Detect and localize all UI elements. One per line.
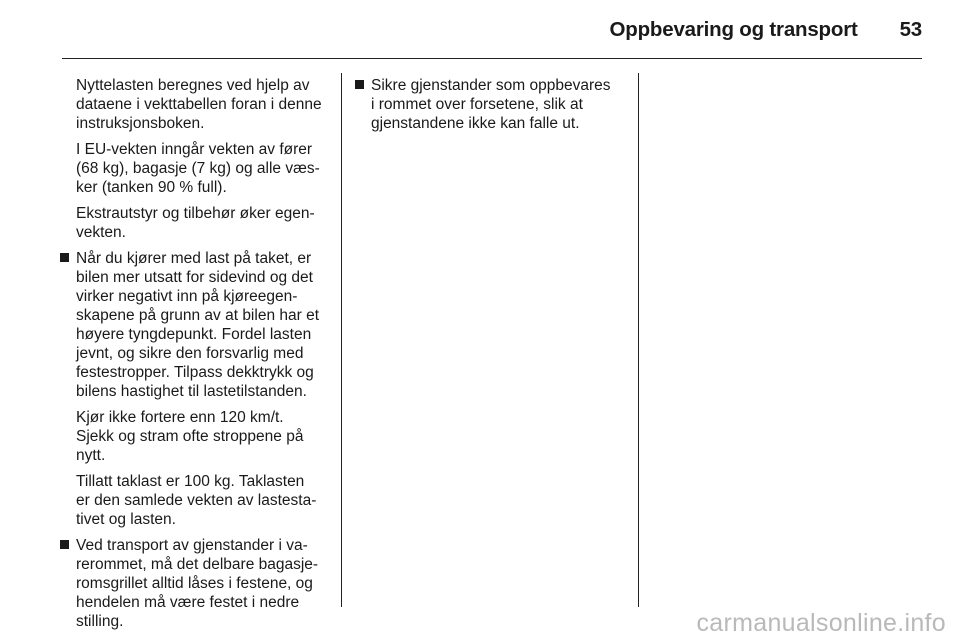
text-column-2 bbox=[355, 76, 631, 140]
text-line: Sjekk og stram ofte stroppene på bbox=[76, 428, 304, 445]
text-line: bilen mer utsatt for sidevind og det bbox=[76, 269, 313, 286]
text-line: ker (tanken 90 % full). bbox=[76, 179, 227, 196]
text-line: gjenstandene ikke kan falle ut. bbox=[371, 115, 580, 132]
text-line: romsgrillet alltid låses i festene, og bbox=[76, 575, 313, 592]
text-line: instruksjonsboken. bbox=[76, 115, 205, 132]
text-line: høyere tyngdepunkt. Fordel lasten bbox=[76, 326, 312, 343]
text-line: Nyttelasten beregnes ved hjelp av bbox=[76, 77, 310, 94]
text-line: stilling. bbox=[76, 613, 124, 630]
text-line: Når du kjører med last på taket, er bbox=[76, 250, 312, 267]
page-header bbox=[610, 18, 922, 42]
text-line: tivet og lasten. bbox=[76, 511, 176, 528]
text-line: festestropper. Tilpass dekktrykk og bbox=[76, 364, 314, 381]
text-line: Ved transport av gjenstander i va- bbox=[76, 537, 308, 554]
text-column-1 bbox=[60, 76, 332, 638]
text-line: virker negativt inn på kjøreegen- bbox=[76, 288, 298, 305]
text-line: Sikre gjenstander som oppbevares bbox=[371, 77, 611, 94]
bullet-secure-items bbox=[355, 76, 631, 133]
paragraph-extra-equipment bbox=[60, 204, 332, 242]
text-line: i rommet over forsetene, slik at bbox=[371, 96, 583, 113]
text-line: jevnt, og sikre den forsvarlig med bbox=[76, 345, 304, 362]
text-line: Tillatt taklast er 100 kg. Taklasten bbox=[76, 473, 305, 490]
bullet-square-icon bbox=[60, 540, 69, 549]
bullet-square-icon bbox=[355, 80, 364, 89]
text-line: vekten. bbox=[76, 224, 126, 241]
column-divider-2 bbox=[638, 73, 639, 607]
text-line: nytt. bbox=[76, 447, 106, 464]
watermark: carmanualsonline.info bbox=[696, 609, 946, 637]
text-line: skapene på grunn av at bilen har et bbox=[76, 307, 320, 324]
text-line: I EU-vekten inngår vekten av fører bbox=[76, 141, 313, 158]
text-line: bilens hastighet til lastetilstanden. bbox=[76, 383, 307, 400]
paragraph-roof-load-limit bbox=[60, 472, 332, 529]
paragraph-eu-weight bbox=[60, 140, 332, 197]
text-line: (68 kg), bagasje (7 kg) og alle væs- bbox=[76, 160, 320, 177]
section-title: Oppbevaring og transport bbox=[609, 18, 858, 41]
header-rule bbox=[62, 58, 922, 59]
paragraph-payload bbox=[60, 76, 332, 133]
bullet-roof-load bbox=[60, 249, 332, 401]
text-line: er den samlede vekten av lastesta- bbox=[76, 492, 317, 509]
text-line: dataene i vekttabellen foran i denne bbox=[76, 96, 322, 113]
text-line: hendelen må være festet i nedre bbox=[76, 594, 300, 611]
bullet-square-icon bbox=[60, 253, 69, 262]
paragraph-speed-limit bbox=[60, 408, 332, 465]
text-line: Ekstrautstyr og tilbehør øker egen- bbox=[76, 205, 315, 222]
page-number: 53 bbox=[899, 18, 922, 41]
bullet-cargo-grille bbox=[60, 536, 332, 631]
text-line: Kjør ikke fortere enn 120 km/t. bbox=[76, 409, 284, 426]
text-line: rerommet, må det delbare bagasje- bbox=[76, 556, 319, 573]
column-divider-1 bbox=[341, 73, 342, 607]
